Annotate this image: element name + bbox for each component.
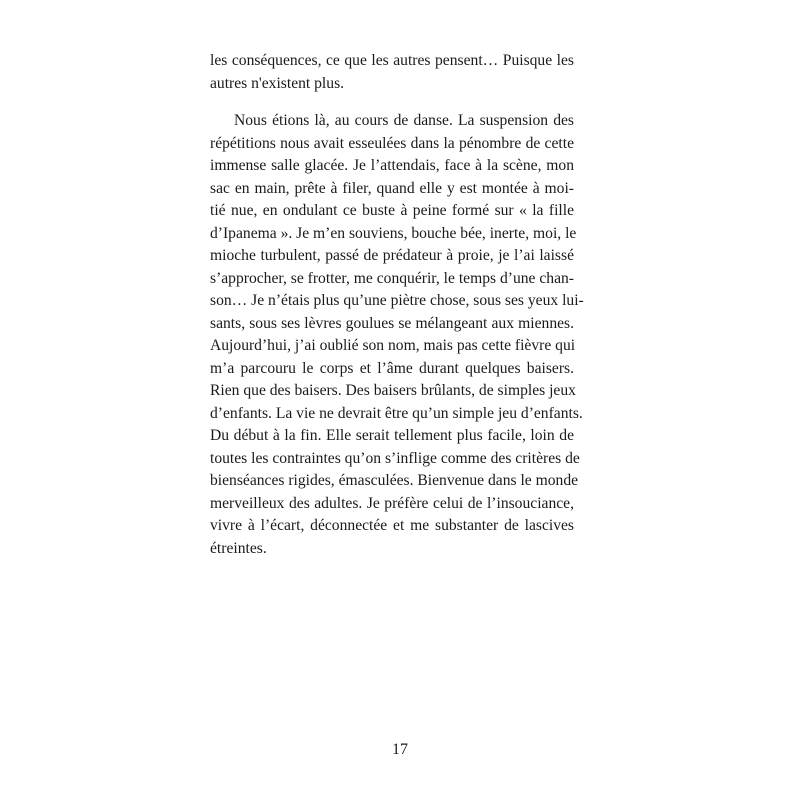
text-line: d’Ipanema ». Je m’en souviens, bouche bée, inerte, moi, le xyxy=(210,224,577,242)
body-text xyxy=(210,50,584,560)
paragraph-2 xyxy=(210,110,584,560)
text-line: mioche turbulent, passé de prédateur à proie, je l’ai laissé xyxy=(210,247,574,264)
paragraph-gap xyxy=(210,95,574,110)
text-line: d’enfants. La vie ne devrait être qu’un simple jeu d’enfants. xyxy=(210,404,583,422)
text-line: immense salle glacée. Je l’attendais, face à la scène, mon xyxy=(210,157,574,174)
text-line: m’a parcouru le corps et l’âme durant quelques baisers. xyxy=(210,359,574,377)
text-line: répétitions nous avait esseulées dans la pénombre de cette xyxy=(210,134,574,152)
text-line: sac en main, prête à filer, quand elle y est montée à moi- xyxy=(210,179,574,197)
text-line: étreintes. xyxy=(210,539,267,557)
text-line: vivre à l’écart, déconnectée et me substanter de lascives xyxy=(210,517,574,534)
text-line: Nous étions là, au cours de danse. La suspension des xyxy=(234,112,574,129)
text-line: merveilleux des adultes. Je préfère celui de l’insouciance, xyxy=(210,494,574,512)
text-line: toutes les contraintes qu’on s’inflige comme des critères de xyxy=(210,449,580,467)
text-line: sants, sous ses lèvres goulues se mélangeant aux miennes. xyxy=(210,314,574,332)
text-line: autres n'existent plus. xyxy=(210,74,345,92)
paragraph-1 xyxy=(210,50,574,95)
page-number: 17 xyxy=(392,741,408,758)
text-line: les conséquences, ce que les autres pensent… Puisque les xyxy=(210,52,574,69)
text-line: s’approcher, se frotter, me conquérir, le temps d’une chan- xyxy=(210,269,574,287)
text-line: Du début à la fin. Elle serait tellement plus facile, loin de xyxy=(210,427,574,444)
text-line: Aujourd’hui, j’ai oublié son nom, mais pas cette fièvre qui xyxy=(210,337,576,354)
text-line: son… Je n’étais plus qu’une piètre chose, sous ses yeux lui- xyxy=(210,292,584,309)
text-line: bienséances rigides, émasculées. Bienvenue dans le monde xyxy=(210,472,579,489)
text-line: Rien que des baisers. Des baisers brûlants, de simples jeux xyxy=(210,382,576,399)
text-line: tié nue, en ondulant ce buste à peine formé sur « la fille xyxy=(210,202,574,219)
